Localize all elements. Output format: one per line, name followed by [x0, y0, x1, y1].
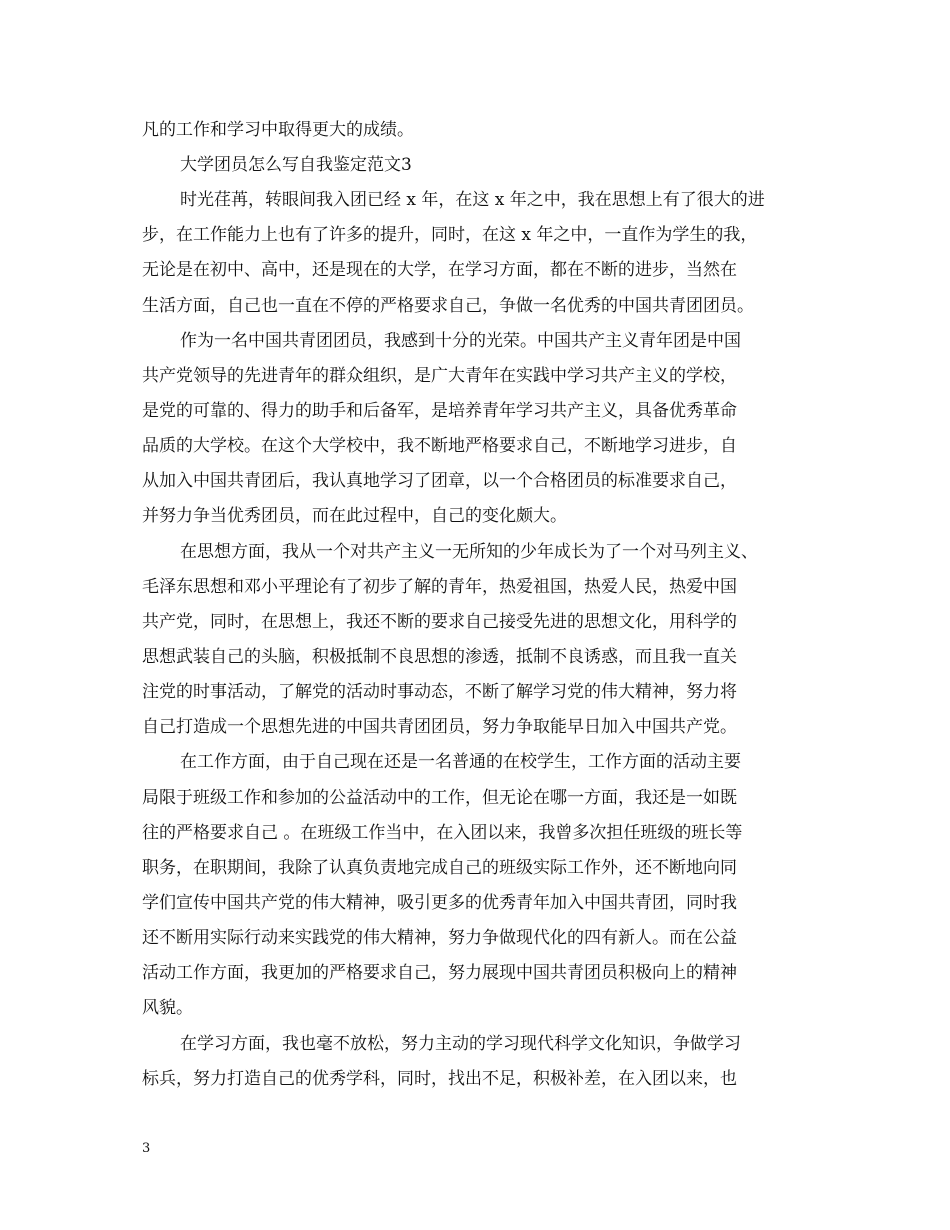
- text-line-12: 并努力争当优秀团员，而在此过程中，自己的变化颇大。: [142, 506, 567, 526]
- text-line-10: 品质的大学校。在这个大学校中，我不断地严格要求自己，不断地学习进步，自: [142, 436, 737, 456]
- text-line-8: 共产党领导的先进青年的群众组织，是广大青年在实践中学习共产主义的学校，: [142, 366, 737, 386]
- text-line-24: 还不断用实际行动来实践党的伟大精神，努力争做现代化的四有新人。而在公益: [142, 928, 737, 948]
- text-line-21: 往的严格要求自己 。在班级工作当中，在入团以来，我曾多次担任班级的班长等: [142, 823, 743, 843]
- text-line-20: 局限于班级工作和参加的公益活动中的工作，但无论在哪一方面，我还是一如既: [142, 788, 737, 808]
- text-line-1: 凡的工作和学习中取得更大的成绩。: [142, 120, 414, 140]
- text-line-26: 风貌。: [142, 998, 193, 1018]
- page-number: 3: [142, 1141, 151, 1156]
- text-line-22: 职务，在职期间，我除了认真负责地完成自己的班级实际工作外，还不断地向同: [142, 858, 737, 878]
- text-line-5: 无论是在初中、高中，还是现在的大学，在学习方面，都在不断的进步，当然在: [142, 260, 737, 280]
- text-line-25: 活动工作方面，我更加的严格要求自己，努力展现中国共青团员积极向上的精神: [142, 963, 737, 983]
- text-line-15: 共产党，同时，在思想上，我还不断的要求自己接受先进的思想文化，用科学的: [142, 612, 737, 632]
- text-line-13: 在思想方面，我从一个对共产主义一无所知的少年成长为了一个对马列主义、: [180, 542, 758, 562]
- text-line-16: 思想武装自己的头脑，积极抵制不良思想的渗透，抵制不良诱惑，而且我一直关: [142, 647, 737, 667]
- text-line-14: 毛泽东思想和邓小平理论有了初步了解的青年，热爱祖国，热爱人民，热爱中国: [142, 577, 737, 597]
- text-line-28: 标兵，努力打造自己的优秀学科，同时，找出不足，积极补差，在入团以来，也: [142, 1069, 737, 1089]
- text-line-9: 是党的可靠的、得力的助手和后备军，是培养青年学习共产主义，具备优秀革命: [142, 401, 737, 421]
- text-line-27: 在学习方面，我也毫不放松，努力主动的学习现代科学文化知识，争做学习: [180, 1034, 741, 1054]
- text-line-23: 学们宣传中国共产党的伟大精神，吸引更多的优秀青年加入中国共青团，同时我: [142, 893, 737, 913]
- text-line-19: 在工作方面，由于自己现在还是一名普通的在校学生，工作方面的活动主要: [180, 752, 741, 772]
- text-line-3: 时光荏苒，转眼间我入团已经 x 年，在这 x 年之中，我在思想上有了很大的进: [180, 190, 765, 210]
- text-line-7: 作为一名中国共青团团员，我感到十分的光荣。中国共产主义青年团是中国: [180, 331, 741, 351]
- text-line-4: 步，在工作能力上也有了许多的提升，同时，在这 x 年之中，一直作为学生的我，: [142, 225, 758, 245]
- text-line-17: 注党的时事活动，了解党的活动时事动态，不断了解学习党的伟大精神，努力将: [142, 682, 737, 702]
- text-line-11: 从加入中国共青团后，我认真地学习了团章，以一个合格团员的标准要求自己，: [142, 471, 737, 491]
- section-heading: 大学团员怎么写自我鉴定范文3: [180, 155, 412, 175]
- text-line-18: 自己打造成一个思想先进的中国共青团团员，努力争取能早日加入中国共产党。: [142, 717, 737, 737]
- text-line-6: 生活方面，自己也一直在不停的严格要求自己，争做一名优秀的中国共青团团员。: [142, 296, 754, 316]
